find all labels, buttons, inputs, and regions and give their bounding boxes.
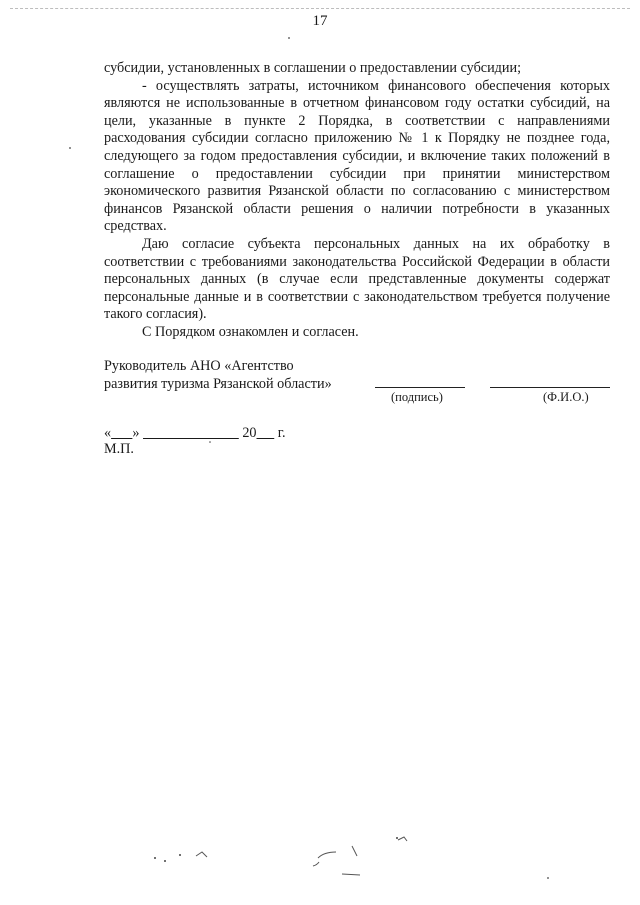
scan-speck [547,877,549,879]
signer-title-line-1: Руководитель АНО «Агентство [104,358,294,374]
scan-speck [69,147,71,149]
scan-speck [179,854,181,856]
paragraph-1: субсидии, установленных в соглашении о предоставлении субсидии; [104,60,522,76]
signer-title-line-2: развития туризма Рязанской области» [104,376,332,392]
year-prefix: 20 [242,425,257,441]
scan-mark [318,852,336,858]
scan-speck [396,837,398,839]
stamp-label: М.П. [104,441,134,457]
paragraph-2: - осуществлять затраты, источником финансового обеспечения которых являются не использованные в отчетном финансовом году остатки субсидий, на цели, указанные в пункте 2 Порядка, в соответствии с направлениями расходования субсидии согласно приложению № 1 к Порядку не позднее года, следующего за годом предоставления субсидии, и включение таких положений в соглашение о предоставлении субсидии при принятии министерством экономического развития Рязанской области по согласованию с министерством финансов Рязанской области решения о наличии потребности в указанных средствах. [104,77,610,235]
name-caption: (Ф.И.О.) [543,390,589,404]
scan-mark [398,837,407,841]
scan-speck [288,37,290,39]
year-suffix: г. [277,425,286,441]
scan-mark [352,846,357,856]
scan-speck [154,857,156,859]
scan-mark [342,874,360,875]
signature-caption: (подпись) [391,390,443,404]
scan-mark [196,852,207,857]
date-open-quote: « [104,425,112,441]
paragraph-3: Даю согласие субъекта персональных данных на их обработку в соответствии с требованиями законодательства Российской Федерации в области персональных данных (в случае если представленные документы содержат персональные данные и в соответствии с законодательством требуется получение такого согласия). [104,235,610,323]
scan-mark [313,862,319,866]
scan-speck [209,441,211,443]
scan-speck [164,860,166,862]
page-number: 17 [312,13,328,29]
paragraph-4: С Порядком ознакомлен и согласен. [142,323,359,340]
date-close-quote: » [132,425,140,441]
